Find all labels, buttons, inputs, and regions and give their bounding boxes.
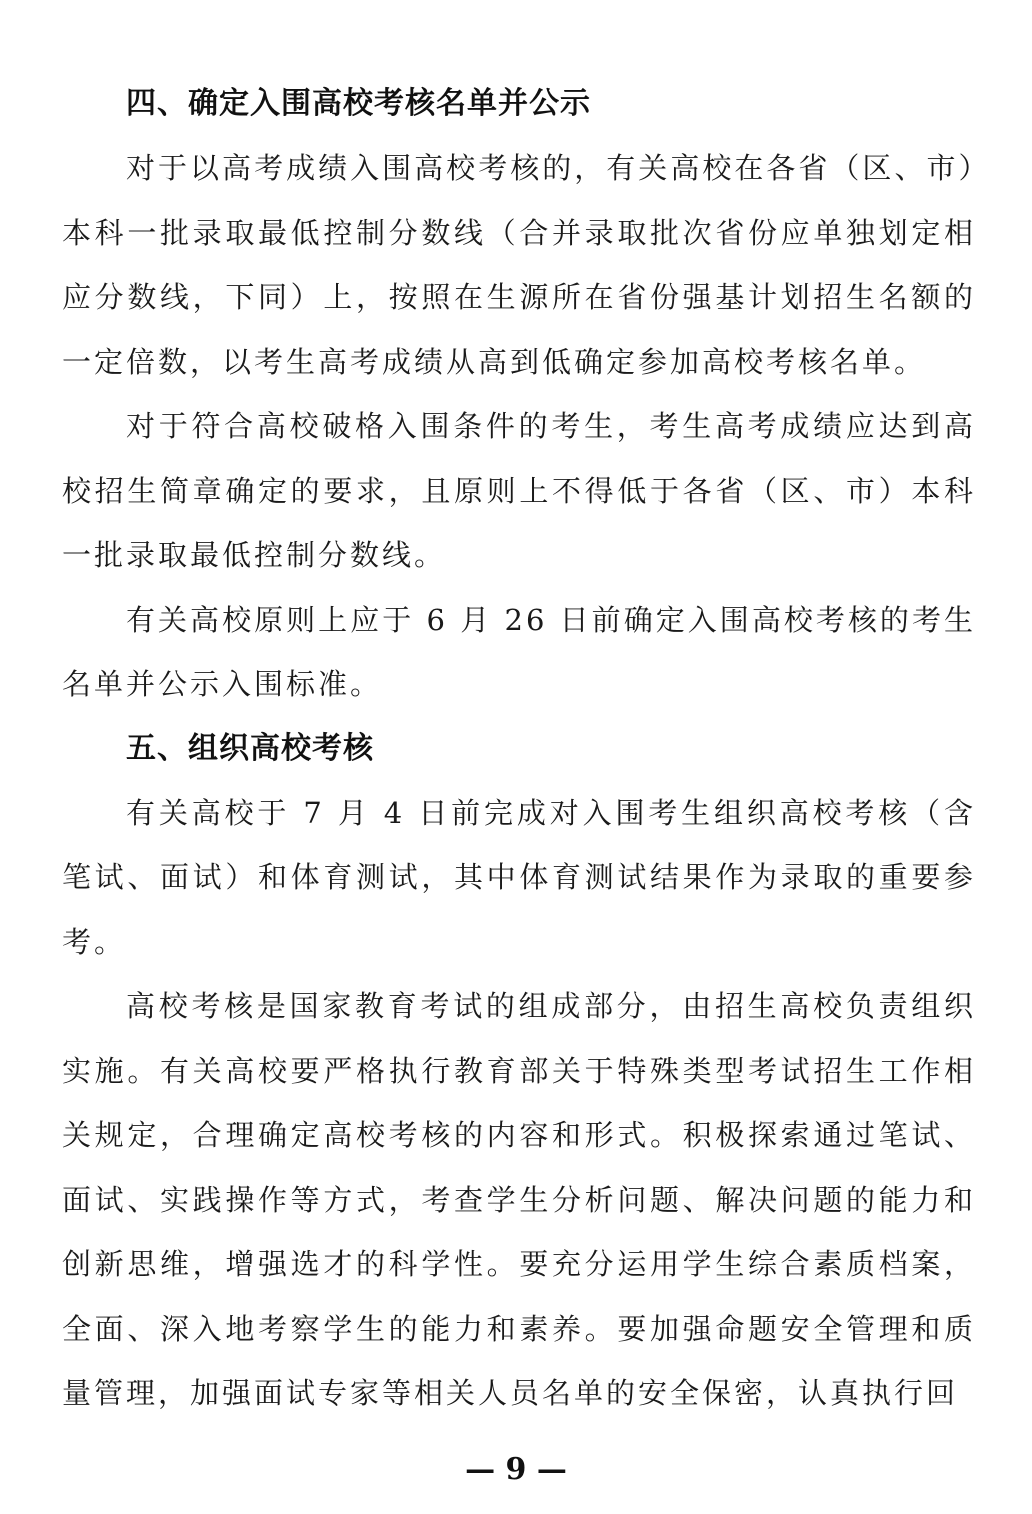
- document-body: [62, 72, 976, 1426]
- section-heading-4: 四、确定入围高校考核名单并公示: [126, 86, 591, 121]
- section4-paragraph-2: 对于符合高校破格入围条件的考生，考生高考成绩应达到高校招生简章确定的要求，且原则上不得低于各省（区、市）本科一批录取最低控制分数线。: [62, 409, 976, 572]
- page-number: — 9 —: [465, 1452, 567, 1487]
- section4-paragraph-3: 有关高校原则上应于 6 月 26 日前确定入围高校考核的考生名单并公示入围标准。: [62, 602, 976, 701]
- section5-paragraph-1: 有关高校于 7 月 4 日前完成对入围考生组织高校考核（含笔试、面试）和体育测试，其中体育测试结果作为录取的重要参考。: [62, 795, 976, 959]
- section-heading-5: 五、组织高校考核: [126, 730, 374, 766]
- section4-paragraph-1: 对于以高考成绩入围高校考核的，有关高校在各省（区、市）本科一批录取最低控制分数线（合并录取批次省份应单独划定相应分数线，下同）上，按照在生源所在省份强基计划招生名额的一定倍数，以考生高考成绩从高到低确定参加高校考核名单。: [62, 151, 976, 379]
- section5-paragraph-2: 高校考核是国家教育考试的组成部分，由招生高校负责组织实施。有关高校要严格执行教育部关于特殊类型考试招生工作相关规定，合理确定高校考核的内容和形式。积极探索通过笔试、面试、实践操作等方式，考查学生分析问题、解决问题的能力和创新思维，增强选才的科学性。要充分运用学生综合素质档案，全面、深入地考察学生的能力和素养。要加强命题安全管理和质量管理，加强面试专家等相关人员名单的安全保密，认真执行回: [62, 989, 976, 1410]
